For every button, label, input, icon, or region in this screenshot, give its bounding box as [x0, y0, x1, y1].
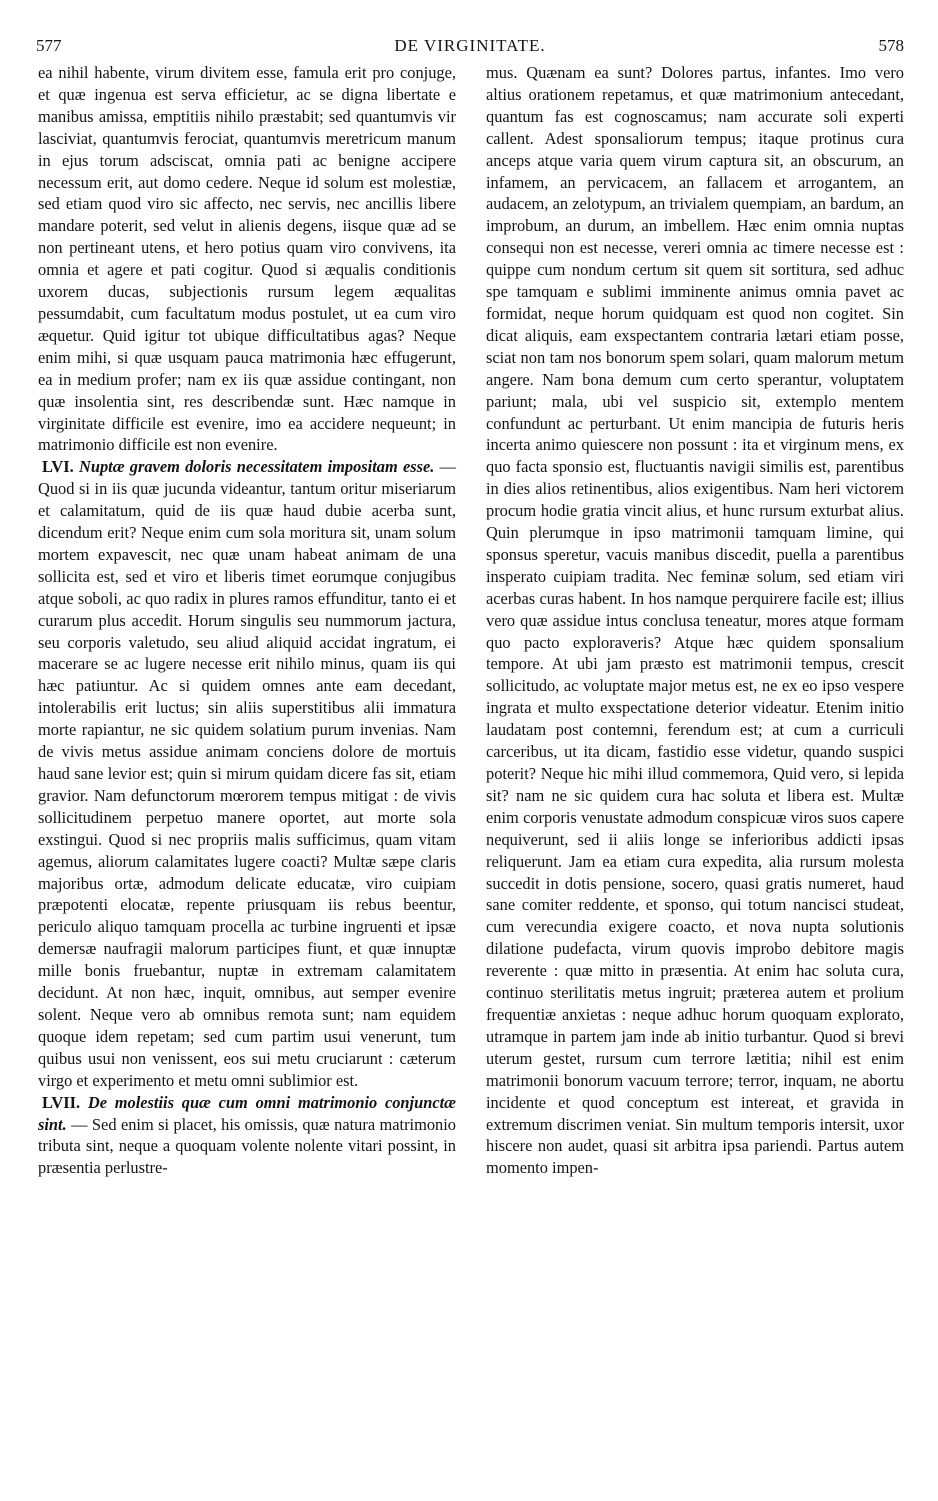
left-column	[38, 62, 456, 1179]
paragraph: ea nihil habente, virum divitem esse, famula erit pro conjuge, et quæ ingenua est serva efficietur, ac se digna libertate e manibus amissa, emptitiis nihilo præstabit; sed quantumvis vir lasciviat, quantumvis ferociat, quantumvis meretricum manum in ejus torum adsciscat, omnia pati ac benigne accipere necessum erit, aut domo cedere. Neque id solum est molestiæ, sed etiam quod viro sic affecto, nec servis, nec ancillis libere mandare poterit, sed velut in alienis degens, iisque quæ ad se non pertineant utens, et hero potius quam viro convivens, ita omnia et agere et pati cogitur. Quod si æqualis conditionis uxorem ducas, subjectionis rursum legem æqualitas pessumdabit, cum facultatum modus postulet, ut ea cum viro æquetur. Quid igitur tot ubique difficultatibus agas? Neque enim mihi, si quæ usquam pauca matrimonia hæc effugerunt, ea in medium profer; nam ex iis quæ assidue contingant, non quæ insolentia sint, res describendæ sunt. Hæc namque in virginitate difficile est evenire, imo ea accidere nequeunt; in matrimonio difficile est non evenire.	[38, 63, 456, 455]
section-text: — Sed enim si placet, his omissis, quæ natura matrimonio tributa sint, neque a quoquam volente nolente vitari possint, in præsentia perlustre-	[38, 1114, 456, 1178]
page-number-left: 577	[36, 36, 62, 55]
page-header	[36, 36, 904, 62]
right-column	[486, 62, 904, 1179]
section-56	[38, 456, 456, 1091]
paragraph: mus. Quænam ea sunt? Dolores partus, infantes. Imo vero altius orationem repetamus, et quæ matrimonium antecedant, quantum fas est cognoscamus; nam accurate soli experti callent. Adest sponsaliorum tempus; itaque protinus cura anceps atque varia quem virum captura sit, an obscurum, an infamem, an pervicacem, an fallacem et arrogantem, an audacem, an zelotypum, an trivialem quempiam, an bardum, an improbum, an durum, an imbellem. Hæc enim omnia nuptas consequi non est necesse, vereri omnia ac timere necesse est : quippe cum nondum certum sit quem sit sortitura, sed adhuc spe tamquam e sublimi imminente animus omnia pavet ac formidat, neque horum quidquam est quod non cogitet. Sin dicat aliquis, eam exspectantem contraria lætari etiam posse, sciat non tam nos bonorum spem solari, quam malorum metum angere. Nam bona demum cum certo sperantur, voluptatem pariunt; mala, ubi vel suspicio sit, extemplo mentem confundunt ac perturbant. Ut enim mancipia de futuris heris incerta animo quiescere non possunt : ita et virginum mens, ex quo facta sponsio est, fluctuantis navigii similis est, parentibus in dies alios retinentibus, alios exigentibus. Nam heri victorem procum hodie gratia vincit alius, et hunc rursum exturbat alius. Quin plerumque in ipso matrimonii tamquam limine, qui sponsus speretur, vacuis manibus discedit, puella a parentibus insperato cuipiam tradita. Nec feminæ solum, sed etiam viri acerbas curas habent. In hos namque perquirere facile est; illius vero quæ assidue intus conclusa teneatur, mores atque formam quo pacto exploraveris? Atque hæc quidem sponsalium tempore. At ubi jam præsto est matrimonii tempus, crescit sollicitudo, ac voluptate major metus est, ne ex eo ipso vespere ingrata et multo exspectatione deterior videatur. Etenim initio laudatam post contemni, ferendum est; at cum a curriculi carceribus, ut ita dicam, fastidio esse videtur, quando suspici poterit? Neque hic mihi illud commemora, Quid vero, si lepida sit? nam ne sic quidem cura hac soluta et libera est. Multæ enim corporis venustate admodum conspicuæ viros suos capere nequiverunt, sed ii aliis longe se inferioribus addicti ipsas reliquerunt. Jam ea etiam cura expedita, alia rursum molesta succedit in dotis pensione, socero, quasi gratis numeret, haud sane comiter reddente, et sponso, qui totum nancisci studeat, cum verecundia exigere coacto, et nova nupta solutionis dilatione pudefacta, virum quovis improbo debitore magis reverente : quæ mitto in præsentia. At enim hac soluta cura, continuo sterilitatis metus ingruit; præterea autem et prolium frequentiæ anxietas : neque adhuc horum quoquam explorato, utramque in partem jam inde ab initio turbantur. Quod si brevi uterum gestet, rursum cum terrore lætitia; nihil est enim matrimonii bonorum vacuum terrore; terror, inquam, ne abortu incidente et quod conceptum est intereat, et gravida in extremum discrimen veniat. Sin multum temporis intersit, uxor hiscere non audet, quasi sit arbitra ipsa pariendi. Partus autem momento impen-	[486, 63, 904, 1178]
page-number-right: 578	[878, 36, 904, 55]
section-title: De molestiis quæ cum omni matrimonio conjunctæ sint.	[38, 1092, 456, 1134]
running-title: DE VIRGINITATE.	[394, 36, 546, 55]
section-57	[38, 1092, 456, 1180]
section-title: Nuptæ gravem doloris necessitatem impositam esse.	[79, 457, 435, 477]
section-number: LVII.	[42, 1092, 81, 1112]
section-text: — Quod si in iis quæ jucunda videantur, tantum oritur miseriarum et calamitatum, quid de iis quæ haud dubie acerba sunt, dicendum erit? Neque enim cum sola moritura sit, unam solum mortem expavescit, nec quæ unam habeat animam de una sollicita est, sed et viro et liberis timet eorumque conjugibus atque soboli, ac quo radix in plures ramos effunditur, tanto ei et curarum plus accedit. Horum singulis seu nummorum jactura, seu corporis valetudo, seu aliud aliquid accidat ingratum, ei macerare se ac lugere necesse erit nihilo minus, quam iis qui hæc patiuntur. Ac si quidem omnes ante eam decedant, intolerabilis erit luctus; sin aliis superstitibus alii immatura morte rapiantur, ne sic quidem solatium purum invenias. Nam de vivis metus assidue animam conciens dolore de mortuis haud sane levior est; quin si mirum quidam dicere fas sit, etiam gravior. Nam defunctorum mœrorem tempus mitigat : de vivis sollicitudinem perpetuo manere oportet, aut morte sola exstingui. Quod si nec propriis malis sufficimus, quam vitam agemus, aliorum calamitates lugere coacti? Multæ sæpe claris majoribus ortæ, admodum delicate educatæ, viro cuipiam præpotenti elocatæ, repente priusquam iis rebus beentur, periculo aliquo tamquam procella ac turbine ingruenti et ipsæ demersæ naufragii malorum participes fiunt, et quæ innuptæ mille bonis fruebantur, nuptæ in extremam calamitatem decidunt. At non hæc, inquit, omnibus, aut semper evenire solent. Neque vero ab omnibus remota sunt; nam equidem quoque idem repetam; sed cum partim usui venerunt, tum quibus usui non venissent, eos sui metu cruciarunt : cæterum virgo et experimento et metu omni sublimior est.	[38, 457, 456, 1090]
section-number: LVI.	[42, 457, 74, 477]
